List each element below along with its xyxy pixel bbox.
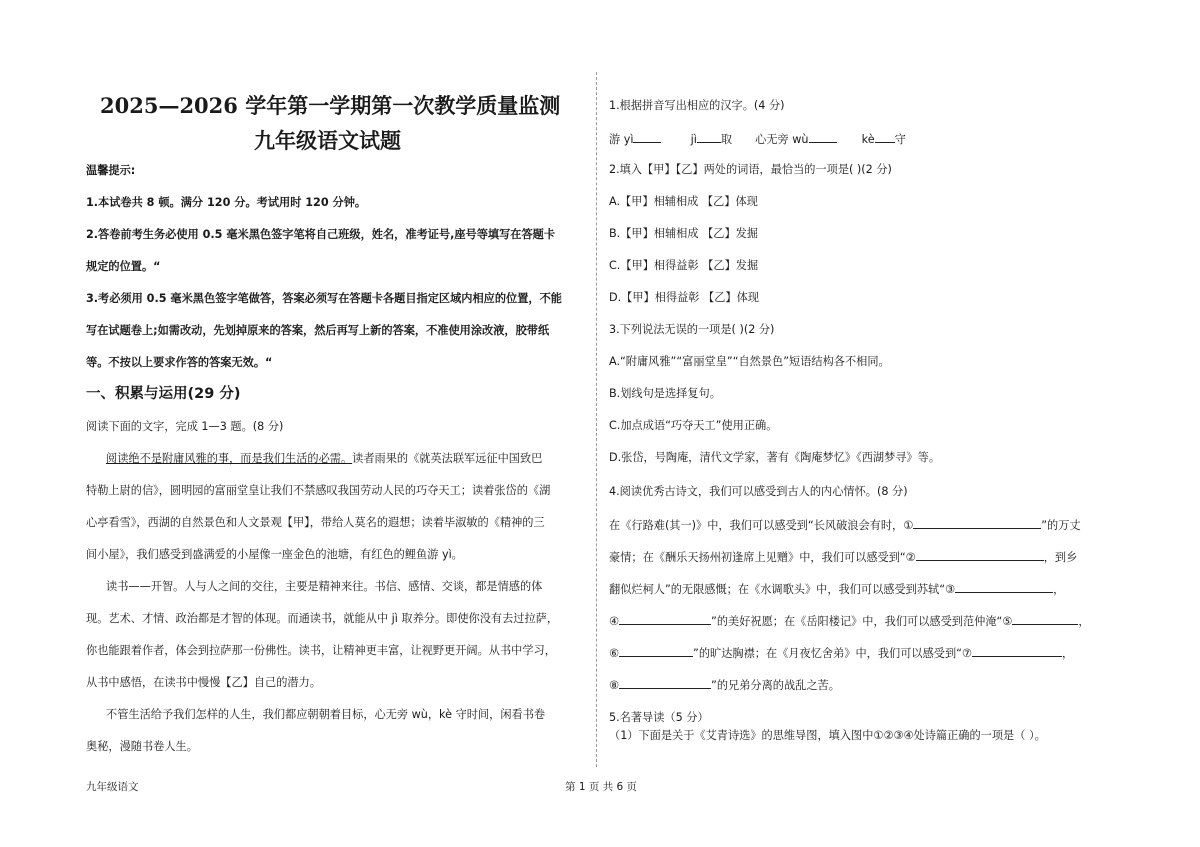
q4-line-1-end: ”的万丈 [1041,519,1081,532]
notice-line-2a: 2.答卷前考生务必使用 0.5 毫米黑色签字笔将自己班级，姓名，准考证号,座号等填写在答题卡 [86,228,556,241]
q4-line-1 [609,516,1081,534]
answer-blank-7 [972,644,1062,657]
q1-item-a: 游 yì [609,133,634,146]
page-subtitle: 九年级语文试题 [254,128,401,153]
answer-blank-8 [619,676,711,689]
q4-line-5-num: ⑥ [609,647,620,660]
q3-option-d: D.张岱，号陶庵，清代文学家，著有《陶庵梦忆》《西湖梦寻》等。 [609,451,941,464]
passage-p1-line1 [106,451,542,467]
q3-option-a: A.“附庸风雅”“富丽堂皇”“自然景色”短语结构各不相同。 [609,355,890,368]
footer-subject: 九年级语文 [86,781,139,793]
q4-line-4-num: ④ [609,615,620,628]
answer-blank-4 [619,612,711,625]
q1-item-b-char: 取 [720,133,733,146]
passage-p2-line3: 你也能跟着作者，体会到拉萨那一份佛性。读书，让精神更丰富，让视野更开阔。从书中学习， [86,644,556,657]
question-4: 4.阅读优秀古诗文，我们可以感受到古人的内心情怀。(8 分) [609,485,908,498]
passage-p2-line1: 读书——开智。人与人之间的交往，主要是精神来往。书信、感情、交谈，都是情感的体 [106,580,543,593]
passage-p3-line1: 不管生活给予我们怎样的人生，我们都应朝朝着目标，心无旁 wù，kè 守时间，闲看书卷 [106,708,546,721]
answer-blank-3 [955,580,1053,593]
answer-blank-1 [913,516,1041,529]
q1-item-d: kè [861,133,875,146]
question-5: 5.名著导读（5 分） [609,711,709,724]
q3-option-b: B.划线句是选择复句。 [609,387,721,400]
q1-item-b: jì [690,133,697,146]
q4-line-1-text: 在《行路难(其一)》中，我们可以感受到“长风破浪会有时，① [609,519,914,532]
q3-option-c: C.加点成语“巧夺天工”使用正确。 [609,419,778,432]
reading-intro: 阅读下面的文字，完成 1—3 题。(8 分) [86,420,284,433]
q4-line-5-end: ， [1061,647,1074,660]
q4-line-6-num: ⑧ [609,679,620,692]
q4-line-2-text: 豪情；在《酬乐天扬州初逢席上见赠》中，我们可以感受到“② [609,551,916,564]
q4-line-4-text: ”的美好祝愿；在《岳阳楼记》中，我们可以感受到范仲淹“⑤ [711,615,1013,628]
q4-line-2-end: ，到乡 [1043,551,1078,564]
answer-blank [633,130,661,143]
passage-p1-line1-rest: 读者雨果的《就英法联军远征中国致巴 [352,452,543,465]
q1-item-c: 心无旁 wù [755,133,809,146]
passage-p1-line2: 特勒上尉的信》，圆明园的富丽堂皇让我们不禁感叹我国劳动人民的巧夺天工；读着张岱的《湖 [86,484,551,497]
passage-p3-line2: 奥秘，漫随书卷人生。 [86,740,198,753]
q2-option-b: B.【甲】相辅相成 【乙】发掘 [609,227,759,240]
notice-line-2b: 规定的位置。“ [86,260,161,273]
q4-line-5-text: ”的旷达胸襟；在《月夜忆舍弟》中，我们可以感受到“⑦ [693,647,972,660]
question-1: 1.根据拼音写出相应的汉字。(4 分) [609,99,785,112]
q2-option-d: D.【甲】相得益彰 【乙】体现 [609,291,759,304]
column-divider [596,72,598,767]
q4-line-3 [609,580,1064,598]
q4-line-6-text: ”的兄弟分离的战乱之苦。 [711,679,840,692]
q4-line-5 [609,644,1073,662]
notice-line-3b: 写在试题卷上;如需改动，先划掉原来的答案，然后再写上新的答案，不准使用涂改液，胶带纸 [86,324,550,337]
page-title: 2025—2026 学年第一学期第一次教学质量监测 [100,93,561,118]
section-heading: 一、积累与运用(29 分) [86,386,241,402]
passage-p2-line4: 从书中感悟，在读书中慢慢【乙】自己的潜力。 [86,676,321,689]
passage-p1-line4: 间小屋》，我们感受到盛满爱的小屋像一座金色的池塘，有红色的鲤鱼游 yì。 [86,548,463,561]
answer-blank [809,130,837,143]
answer-blank [875,130,895,143]
answer-blank-5 [1012,612,1078,625]
footer-page-number: 第 1 页 共 6 页 [565,781,638,793]
q4-line-2 [609,548,1077,566]
answer-blank-2 [916,548,1044,561]
notice-line-3a: 3.考必须用 0.5 毫米黑色签字笔做答，答案必须写在答题卡各题目指定区域内相应的位置，不能 [86,292,562,305]
notice-line-3c: 等。不按以上要求作答的答案无效。“ [86,356,273,369]
q2-option-c: C.【甲】相得益彰 【乙】发掘 [609,259,759,272]
question-3: 3.下列说法无误的一项是( )(2 分) [609,323,775,336]
q4-line-4 [609,612,1090,630]
q1-item-d-char: 守 [894,133,906,146]
q4-line-4-end: ， [1078,615,1090,628]
question-5-1: （1）下面是关于《艾青诗选》的思维导图，填入图中①②③④处诗篇正确的一项是（ ）。 [609,729,1046,742]
q4-line-6 [609,676,840,694]
q4-line-3-text: 翻似烂柯人”的无限感慨；在《水调歌头》中，我们可以感受到苏轼“③ [609,583,956,596]
passage-p2-line2: 现。艺术、才情、政治都是才智的体现。而通读书，就能从中 jì 取养分。即使你没有去过拉萨， [86,612,559,625]
notice-label: 温馨提示: [86,164,136,177]
answer-blank-6 [619,644,693,657]
question-1-blanks [609,130,906,148]
q2-option-a: A.【甲】相辅相成 【乙】体现 [609,195,758,208]
q4-line-3-end: ， [1053,583,1065,596]
passage-p1-line3: 心亭看雪》，西湖的自然景色和人文景观【甲】，带给人莫名的遐想；读着毕淑敏的《精神的三 [86,516,545,529]
notice-line-1: 1.本试卷共 8 顿。满分 120 分。考试用时 120 分钟。 [86,196,367,209]
underlined-sentence: 阅读绝不是附庸风雅的事，而是我们生活的必需。 [106,452,353,465]
question-2: 2.填入【甲】【乙】两处的词语，最恰当的一项是( )(2 分) [609,163,892,176]
answer-blank [697,130,721,143]
